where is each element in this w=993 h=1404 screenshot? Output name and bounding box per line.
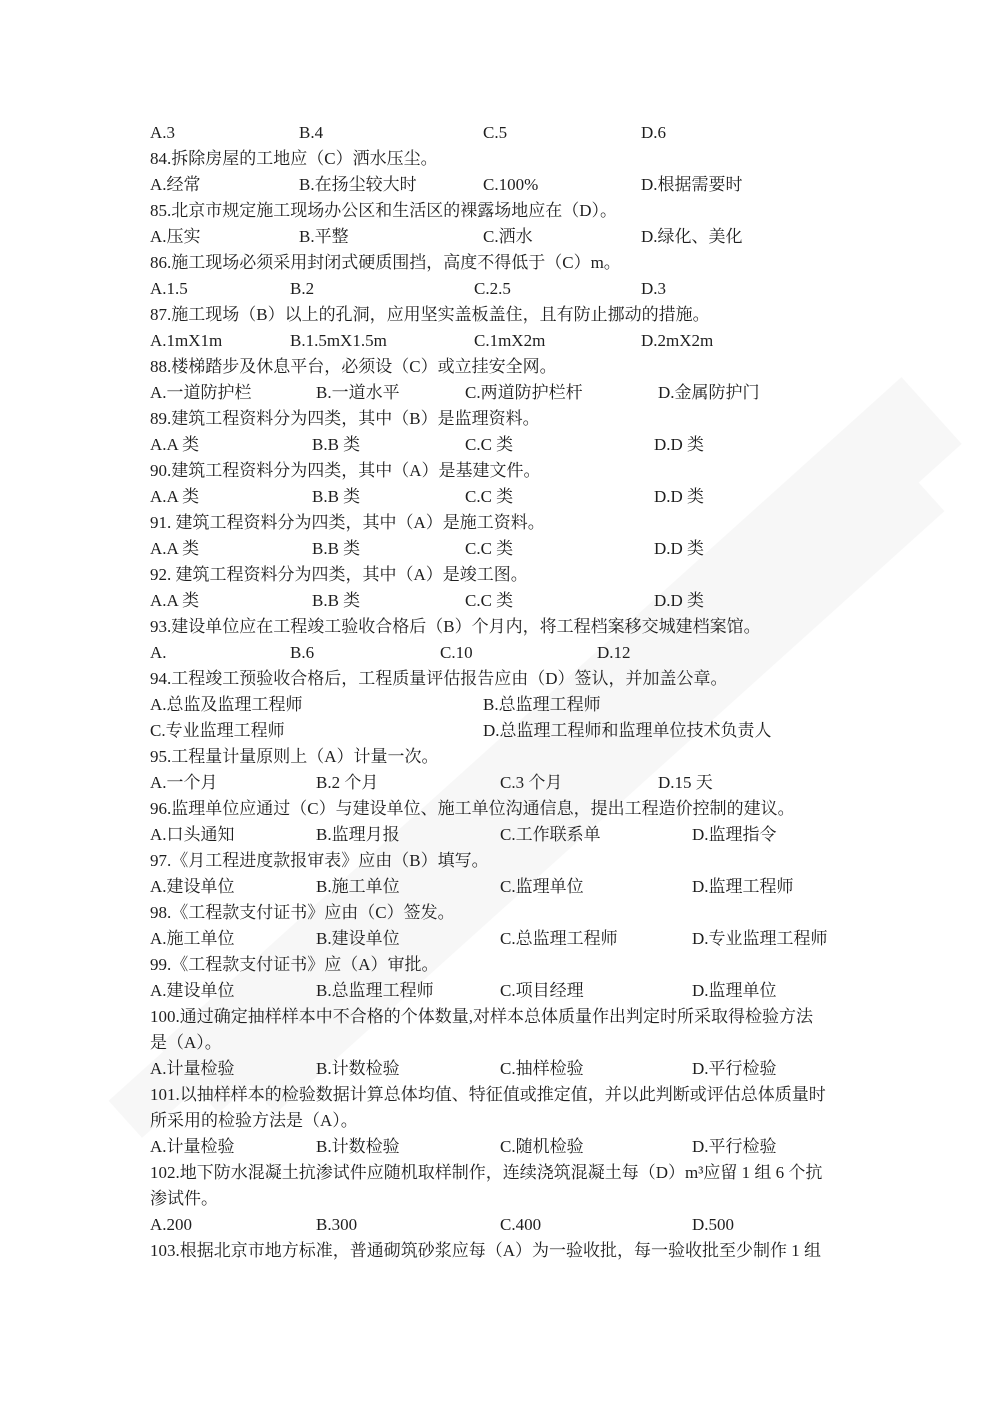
question-85-options <box>150 224 850 250</box>
option-c: C.专业监理工程师 <box>150 721 285 740</box>
option-d: D.平行检验 <box>692 1137 777 1156</box>
option-b: B.B 类 <box>312 435 361 454</box>
option-d: D.监理指令 <box>692 825 777 844</box>
option-a: A.一个月 <box>150 773 218 792</box>
option-c: C.洒水 <box>483 227 533 246</box>
option-a: A.计量检验 <box>150 1137 235 1156</box>
question-102-options <box>150 1212 850 1238</box>
option-a: A.A 类 <box>150 591 200 610</box>
question-87-stem: 87.施工现场（B）以上的孔洞，应用坚实盖板盖住，且有防止挪动的措施。 <box>150 305 710 324</box>
question-86-options <box>150 276 850 302</box>
option-d: D.总监理工程师和监理单位技术负责人 <box>483 721 772 740</box>
option-a: A.3 <box>150 123 176 142</box>
question-92-options <box>150 588 850 614</box>
option-b: B.总监理工程师 <box>316 981 434 1000</box>
option-a: A.A 类 <box>150 487 200 506</box>
question-95-options <box>150 770 850 796</box>
question-84-stem: 84.拆除房屋的工地应（C）洒水压尘。 <box>150 149 438 168</box>
question-99-options <box>150 978 850 1004</box>
question-91-stem: 91. 建筑工程资料分为四类，其中（A）是施工资料。 <box>150 513 545 532</box>
option-c: C.400 <box>500 1215 542 1234</box>
option-a: A.1mX1m <box>150 331 223 350</box>
option-b: B.施工单位 <box>316 877 400 896</box>
option-b: B.4 <box>299 123 324 142</box>
option-c: C.随机检验 <box>500 1137 584 1156</box>
option-d: D.根据需要时 <box>641 175 743 194</box>
option-b: B.6 <box>290 643 315 662</box>
option-c: C.C 类 <box>465 539 514 558</box>
option-b: B.2 个月 <box>316 773 379 792</box>
question-100-stem-line-1: 100.通过确定抽样样本中不合格的个体数量,对样本总体质量作出判定时所采取得检验方法 <box>150 1007 813 1026</box>
question-99-stem: 99.《工程款支付证书》应（A）审批。 <box>150 955 439 974</box>
question-103-stem: 103.根据北京市地方标准，普通砌筑砂浆应每（A）为一验收批，每一验收批至少制作 1 组 <box>150 1241 822 1260</box>
option-b: B.平整 <box>299 227 349 246</box>
option-a: A.口头通知 <box>150 825 235 844</box>
option-b: B.总监理工程师 <box>483 695 601 714</box>
option-d: D.D 类 <box>654 435 705 454</box>
question-97-options <box>150 874 850 900</box>
option-d: D.500 <box>692 1215 735 1234</box>
option-a: A.一道防护栏 <box>150 383 252 402</box>
option-d: D.12 <box>597 643 631 662</box>
option-c: C.2.5 <box>474 279 511 298</box>
question-102-stem-line-2: 渗试件。 <box>150 1189 218 1208</box>
question-94-options-row-2 <box>150 718 850 744</box>
option-b: B.B 类 <box>312 591 361 610</box>
option-d: D.D 类 <box>654 487 705 506</box>
option-b: B.计数检验 <box>316 1137 400 1156</box>
option-d: D.专业监理工程师 <box>692 929 828 948</box>
option-d: D.D 类 <box>654 539 705 558</box>
option-c: C.总监理工程师 <box>500 929 618 948</box>
option-c: C.工作联系单 <box>500 825 601 844</box>
option-b: B.监理月报 <box>316 825 400 844</box>
option-c: C.C 类 <box>465 487 514 506</box>
option-c: C.5 <box>483 123 508 142</box>
option-b: B.300 <box>316 1215 358 1234</box>
question-88-options <box>150 380 850 406</box>
option-a: A. <box>150 643 167 662</box>
question-98-options <box>150 926 850 952</box>
option-c: C.两道防护栏杆 <box>465 383 583 402</box>
option-b: B.一道水平 <box>316 383 400 402</box>
continued-options <box>150 120 850 146</box>
option-b: B.B 类 <box>312 539 361 558</box>
question-94-stem: 94.工程竣工预验收合格后，工程质量评估报告应由（D）签认，并加盖公章。 <box>150 669 728 688</box>
question-93-options <box>150 640 850 666</box>
question-87-options <box>150 328 850 354</box>
option-a: A.200 <box>150 1215 193 1234</box>
option-a: A.1.5 <box>150 279 188 298</box>
question-101-stem-line-2: 所采用的检验方法是（A）。 <box>150 1111 358 1130</box>
option-b: B.在扬尘较大时 <box>299 175 417 194</box>
option-c: C.项目经理 <box>500 981 584 1000</box>
option-c: C.抽样检验 <box>500 1059 584 1078</box>
option-a: A.经常 <box>150 175 201 194</box>
question-85-stem: 85.北京市规定施工现场办公区和生活区的裸露场地应在（D）。 <box>150 201 618 220</box>
question-89-options <box>150 432 850 458</box>
question-100-stem-line-2: 是（A）。 <box>150 1033 222 1052</box>
option-d: D.平行检验 <box>692 1059 777 1078</box>
option-d: D.6 <box>641 123 667 142</box>
option-c: C.10 <box>440 643 473 662</box>
option-c: C.C 类 <box>465 591 514 610</box>
question-91-options <box>150 536 850 562</box>
question-97-stem: 97.《月工程进度款报审表》应由（B）填写。 <box>150 851 489 870</box>
question-94-options-row-1 <box>150 692 850 718</box>
question-101-stem-line-1: 101.以抽样样本的检验数据计算总体均值、特征值或推定值，并以此判断或评估总体质量时 <box>150 1085 826 1104</box>
question-100-options <box>150 1056 850 1082</box>
question-96-options <box>150 822 850 848</box>
option-a: A.压实 <box>150 227 201 246</box>
question-95-stem: 95.工程量计量原则上（A）计量一次。 <box>150 747 439 766</box>
option-c: C.3 个月 <box>500 773 563 792</box>
question-102-stem-line-1: 102.地下防水混凝土抗渗试件应随机取样制作，连续浇筑混凝土每（D）m³应留 1 组 6 个抗 <box>150 1163 823 1182</box>
question-96-stem: 96.监理单位应通过（C）与建设单位、施工单位沟通信息，提出工程造价控制的建议。 <box>150 799 795 818</box>
option-c: C.1mX2m <box>474 331 546 350</box>
option-a: A.A 类 <box>150 539 200 558</box>
option-c: C.C 类 <box>465 435 514 454</box>
question-93-stem: 93.建设单位应在工程竣工验收合格后（B）个月内，将工程档案移交城建档案馆。 <box>150 617 761 636</box>
question-84-options <box>150 172 850 198</box>
option-d: D.D 类 <box>654 591 705 610</box>
question-101-options <box>150 1134 850 1160</box>
option-a: A.总监及监理工程师 <box>150 695 303 714</box>
option-d: D.3 <box>641 279 667 298</box>
question-88-stem: 88.楼梯踏步及休息平台，必须设（C）或立挂安全网。 <box>150 357 557 376</box>
option-d: D.绿化、美化 <box>641 227 743 246</box>
option-d: D.监理工程师 <box>692 877 794 896</box>
question-86-stem: 86.施工现场必须采用封闭式硬质围挡，高度不得低于（C）m。 <box>150 253 621 272</box>
question-98-stem: 98.《工程款支付证书》应由（C）签发。 <box>150 903 455 922</box>
option-a: A.A 类 <box>150 435 200 454</box>
question-92-stem: 92. 建筑工程资料分为四类，其中（A）是竣工图。 <box>150 565 528 584</box>
option-b: B.1.5mX1.5m <box>290 331 387 350</box>
question-90-stem: 90.建筑工程资料分为四类，其中（A）是基建文件。 <box>150 461 541 480</box>
option-a: A.计量检验 <box>150 1059 235 1078</box>
option-a: A.施工单位 <box>150 929 235 948</box>
option-a: A.建设单位 <box>150 877 235 896</box>
option-b: B.B 类 <box>312 487 361 506</box>
option-d: D.金属防护门 <box>658 383 760 402</box>
option-d: D.监理单位 <box>692 981 777 1000</box>
question-89-stem: 89.建筑工程资料分为四类，其中（B）是监理资料。 <box>150 409 540 428</box>
option-d: D.15 天 <box>658 773 713 792</box>
option-b: B.建设单位 <box>316 929 400 948</box>
option-c: C.监理单位 <box>500 877 584 896</box>
option-b: B.2 <box>290 279 315 298</box>
option-b: B.计数检验 <box>316 1059 400 1078</box>
option-d: D.2mX2m <box>641 331 714 350</box>
option-c: C.100% <box>483 175 539 194</box>
question-90-options <box>150 484 850 510</box>
option-a: A.建设单位 <box>150 981 235 1000</box>
